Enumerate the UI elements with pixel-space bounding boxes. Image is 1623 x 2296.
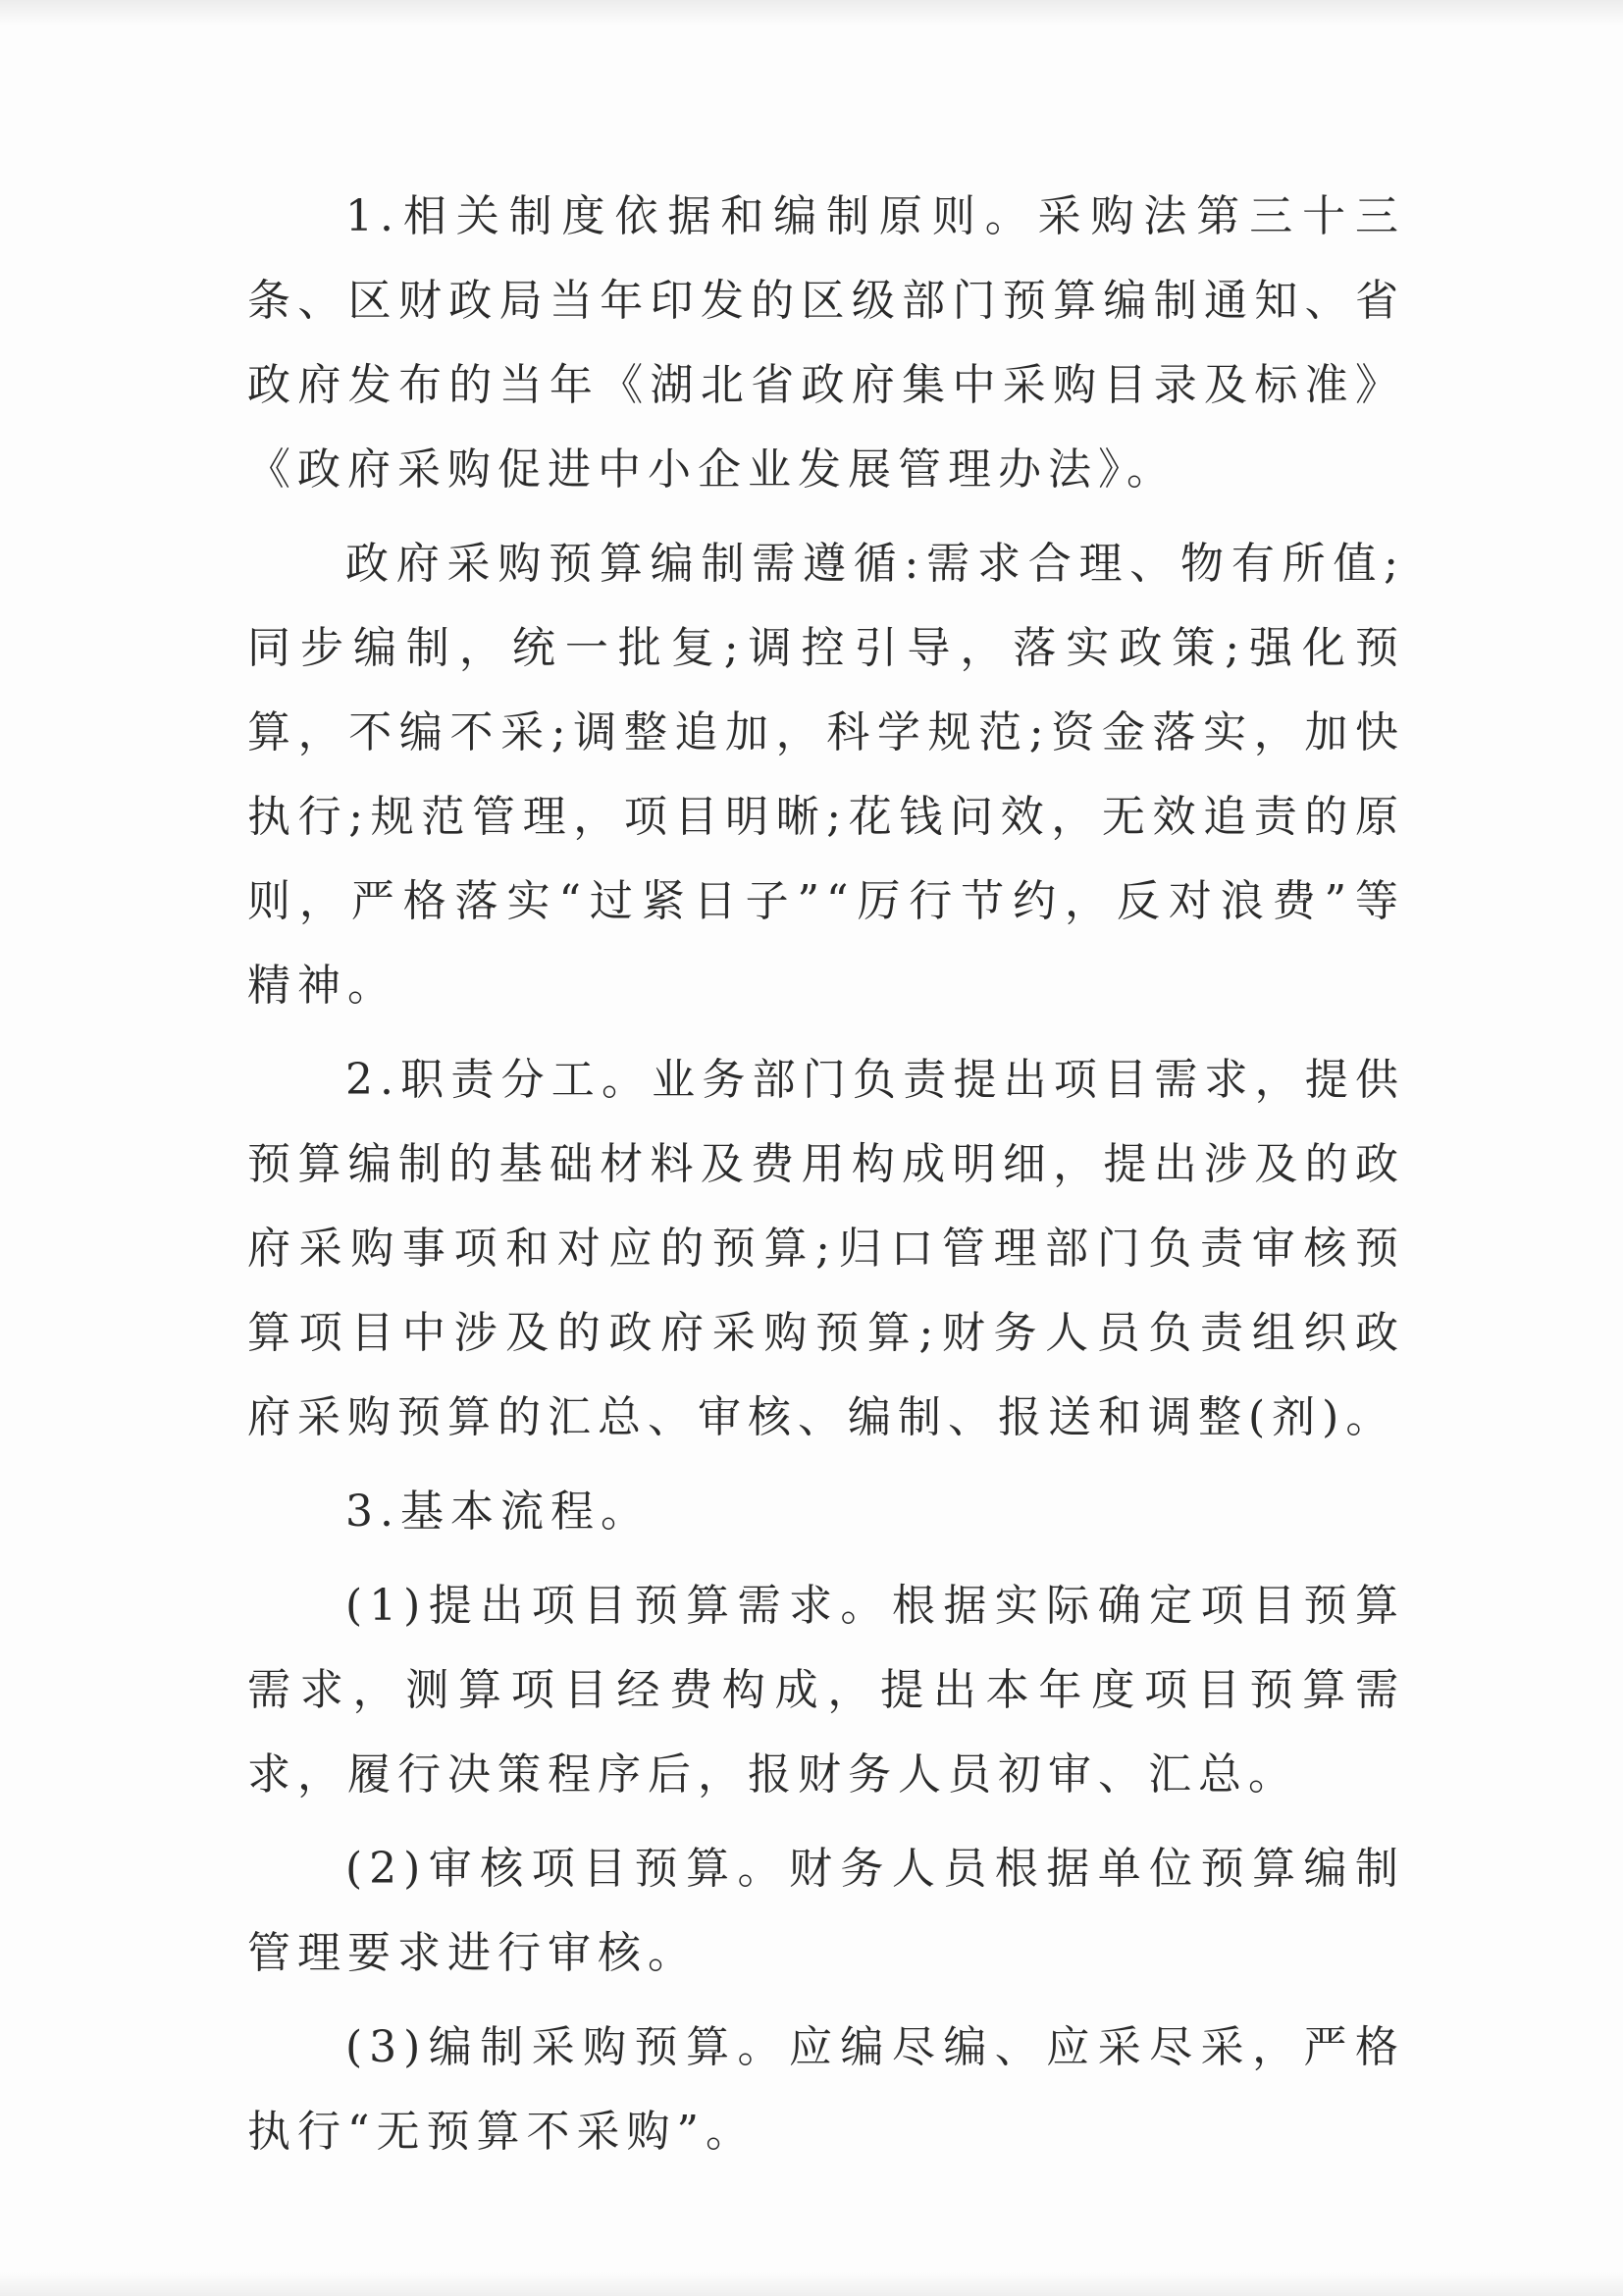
paragraph-step-3: (3)编制采购预算。应编尽编、应采尽采，严格执行“无预算不采购”。 xyxy=(247,2022,1405,2157)
document-body xyxy=(247,175,1405,2184)
paragraph-regulatory-basis: 1.相关制度依据和编制原则。采购法第三十三条、区财政局当年印发的区级部门预算编制通知、省政府发布的当年《湖北省政府集中采购目录及标准》《政府采购促进中小企业发展管理办法》。 xyxy=(247,191,1405,495)
paragraph-budget-principles: 政府采购预算编制需遵循:需求合理、物有所值;同步编制，统一批复;调控引导，落实政策;强化预算，不编不采;调整追加，科学规范;资金落实，加快执行;规范管理，项目明晰;花钱问效，无效追责的原则，严格落实“过紧日子”“厉行节约，反对浪费”等精神。 xyxy=(247,539,1405,1011)
paragraph-step-2: (2)审核项目预算。财务人员根据单位预算编制管理要求进行审核。 xyxy=(247,1844,1405,1978)
paragraph-basic-process-heading: 3.基本流程。 xyxy=(345,1487,651,1537)
paragraph-step-1: (1)提出项目预算需求。根据实际确定项目预算需求，测算项目经费构成，提出本年度项目预算需求，履行决策程序后，报财务人员初审、汇总。 xyxy=(247,1581,1405,1800)
scan-edge-bottom xyxy=(0,2272,1623,2296)
scan-edge-top xyxy=(0,0,1623,26)
paragraph-responsibilities: 2.职责分工。业务部门负责提出项目需求，提供预算编制的基础材料及费用构成明细，提出涉及的政府采购事项和对应的预算;归口管理部门负责审核预算项目中涉及的政府采购预算;财务人员负责组织政府采购预算的汇总、审核、编制、报送和调整(剂)。 xyxy=(247,1055,1405,1442)
